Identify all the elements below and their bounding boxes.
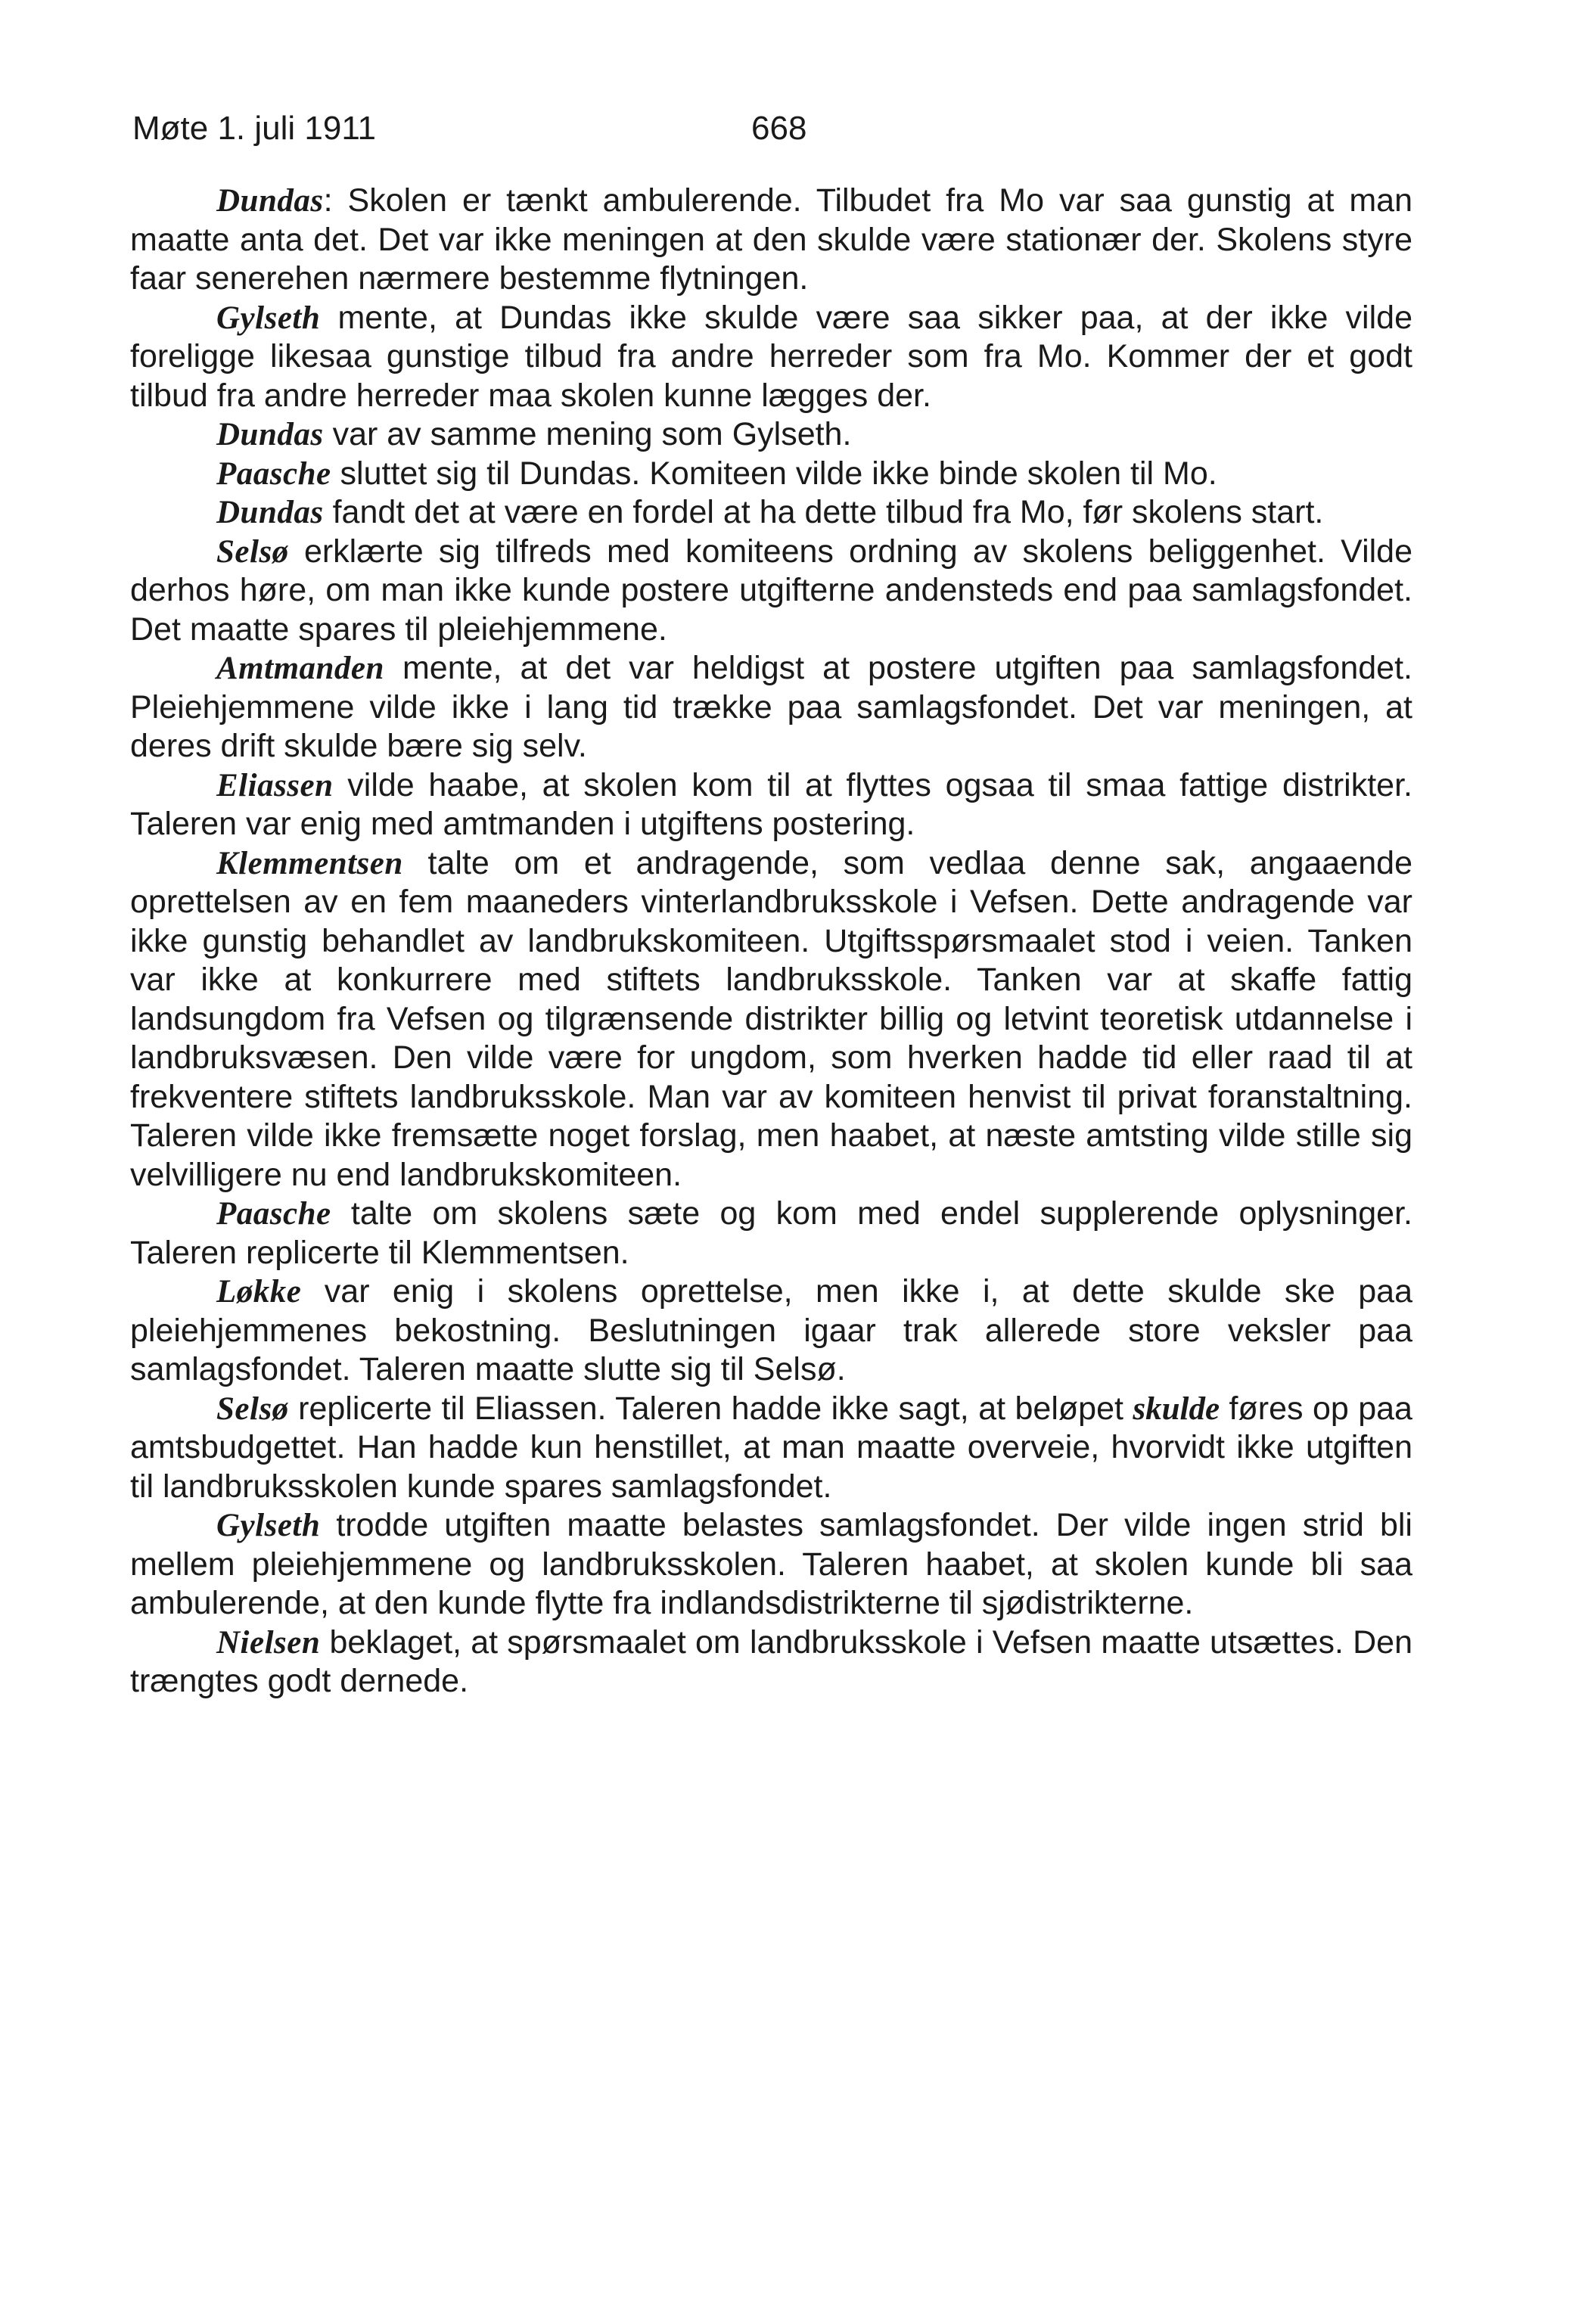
- speech-paragraph: [130, 533, 1412, 650]
- speaker-separator: [320, 300, 337, 336]
- speaker-separator: [331, 1195, 351, 1232]
- speech-text: mente, at det var heldigst at postere utgiften paa samlagsfondet. Pleiehjemmene vilde ikke i lang tid trække paa samlagsfondet. Det var meningen, at deres drift skulde bære sig selv.: [130, 650, 1412, 764]
- speech-text: sluttet sig til Dundas. Komiteen vilde ikke binde skolen til Mo.: [340, 455, 1217, 492]
- speech-text: vilde haabe, at skolen kom til at flyttes ogsaa til smaa fattige distrikter. Taleren var enig med amtmanden i utgiftens postering.: [130, 766, 1412, 842]
- speaker-separator: [301, 1273, 324, 1310]
- speech-paragraph: [130, 182, 1412, 299]
- speaker-name: Gylseth: [216, 300, 321, 336]
- speech-text: replicerte til Eliassen. Taleren hadde ikke sagt, at beløpet: [298, 1390, 1133, 1427]
- speech-paragraph: [130, 1195, 1412, 1272]
- speaker-separator: :: [323, 182, 348, 219]
- speaker-name: Dundas: [216, 417, 324, 452]
- speech-paragraph: [130, 415, 1412, 455]
- speaker-name: Eliassen: [216, 767, 334, 803]
- speaker-separator: [403, 845, 428, 881]
- speaker-separator: [289, 533, 304, 570]
- speaker-separator: [320, 1624, 329, 1661]
- speech-paragraph: [130, 1506, 1412, 1623]
- speaker-name: Løkke: [216, 1274, 302, 1310]
- speaker-separator: [324, 416, 333, 452]
- speech-paragraph: [130, 844, 1412, 1195]
- speech-text: beklaget, at spørsmaalet om landbruksskole i Vefsen maatte utsættes. Den trængtes godt dernede.: [130, 1623, 1412, 1699]
- speech-paragraph: [130, 1272, 1412, 1390]
- speech-paragraph: [130, 455, 1412, 494]
- speech-text: Skolen er tænkt ambulerende. Tilbudet fra Mo var saa gunstig at man maatte anta det. Det var ikke meningen at den skulde være stationær der. Skolens styre faar senerehen nærmere bestemme flytningen.: [130, 182, 1412, 297]
- speech-paragraph: [130, 766, 1412, 844]
- speech-text: var enig i skolens oprettelse, men ikke i, at dette skulde ske paa pleiehjemmenes bekostning. Beslutningen igaar trak allerede store veksler paa samlagsfondet. Taleren maatte slutte sig til Selsø.: [130, 1273, 1412, 1387]
- speech-text: trodde utgiften maatte belastes samlagsfondet. Der vilde ingen strid bli mellem pleiehjemmene og landbruksskolen. Taleren haabet, at skolen kunde bli saa ambulerende, at den kunde flytte fra indlandsdistrikterne til sjødistrikterne.: [130, 1507, 1412, 1621]
- speaker-separator: [334, 767, 348, 803]
- speech-text: talte om et andragende, som vedlaa denne sak, angaaende oprettelsen av en fem maaneders vinterlandbruksskole i Vefsen. Dette andragende var ikke gunstig behandlet av landbrukskomiteen. Utgiftsspørsmaalet stod i veien. Tanken var ikke at konkurrere med stiftets landbruksskole. Tanken var at skaffe fattig landsungdom fra Vefsen og tilgrænsende distrikter billig og letvint teoretisk utdannelse i landbruksvæsen. Den vilde være for ungdom, som hverken hadde tid eller raad til at frekventere stiftets landbruksskole. Man var av komiteen henvist til privat foranstaltning. Taleren vilde ikke fremsætte noget forslag, men haabet, at næste amtsting vilde stille sig velvilligere nu end landbrukskomiteen.: [130, 844, 1412, 1193]
- speaker-name: Selsø: [216, 1390, 289, 1427]
- emphasized-word: skulde: [1133, 1390, 1220, 1427]
- page-number: 668: [751, 110, 807, 147]
- minutes-body: [130, 182, 1412, 1701]
- speaker-name: Gylseth: [216, 1508, 321, 1543]
- speech-text-continued: føres op paa amtsbudgettet. Han hadde kun henstillet, at man maatte overveie, hvorvidt ikke utgiften til landbruksskolen kunde spares samlagsfondet.: [130, 1390, 1412, 1505]
- speaker-name: Dundas: [216, 183, 324, 219]
- speaker-name: Klemmentsen: [216, 845, 403, 881]
- speaker-separator: [324, 494, 333, 530]
- speech-text: talte om skolens sæte og kom med endel supplerende oplysninger. Taleren replicerte til Klemmentsen.: [130, 1195, 1412, 1271]
- speaker-separator: [331, 455, 340, 492]
- speaker-name: Paasche: [216, 1196, 331, 1232]
- speaker-separator: [289, 1390, 298, 1427]
- speaker-separator: [384, 650, 402, 686]
- speech-paragraph: [130, 1390, 1412, 1507]
- speech-paragraph: [130, 493, 1412, 533]
- speaker-name: Dundas: [216, 495, 324, 530]
- page-header: [132, 106, 1419, 151]
- speaker-name: Nielsen: [216, 1624, 321, 1661]
- speaker-separator: [320, 1507, 336, 1543]
- speech-text: var av samme mening som Gylseth.: [332, 416, 852, 452]
- speech-paragraph: [130, 299, 1412, 416]
- speech-paragraph: [130, 1623, 1412, 1701]
- speech-paragraph: [130, 649, 1412, 766]
- running-title: Møte 1. juli 1911: [132, 110, 377, 147]
- speaker-name: Selsø: [216, 533, 289, 570]
- speech-text: fandt det at være en fordel at ha dette tilbud fra Mo, før skolens start.: [332, 494, 1324, 530]
- speech-text: erklærte sig tilfreds med komiteens ordning av skolens beliggenhet. Vilde derhos høre, om man ikke kunde postere utgifterne andensteds end paa samlagsfondet. Det maatte spares til pleiehjemmene.: [130, 533, 1413, 648]
- speech-text: mente, at Dundas ikke skulde være saa sikker paa, at der ikke vilde foreligge likesaa gunstige tilbud fra andre herreder som fra Mo. Kommer der et godt tilbud fra andre herreder maa skolen kunne lægges der.: [130, 299, 1412, 414]
- speaker-name: Paasche: [216, 455, 331, 492]
- speaker-name: Amtmanden: [216, 651, 384, 686]
